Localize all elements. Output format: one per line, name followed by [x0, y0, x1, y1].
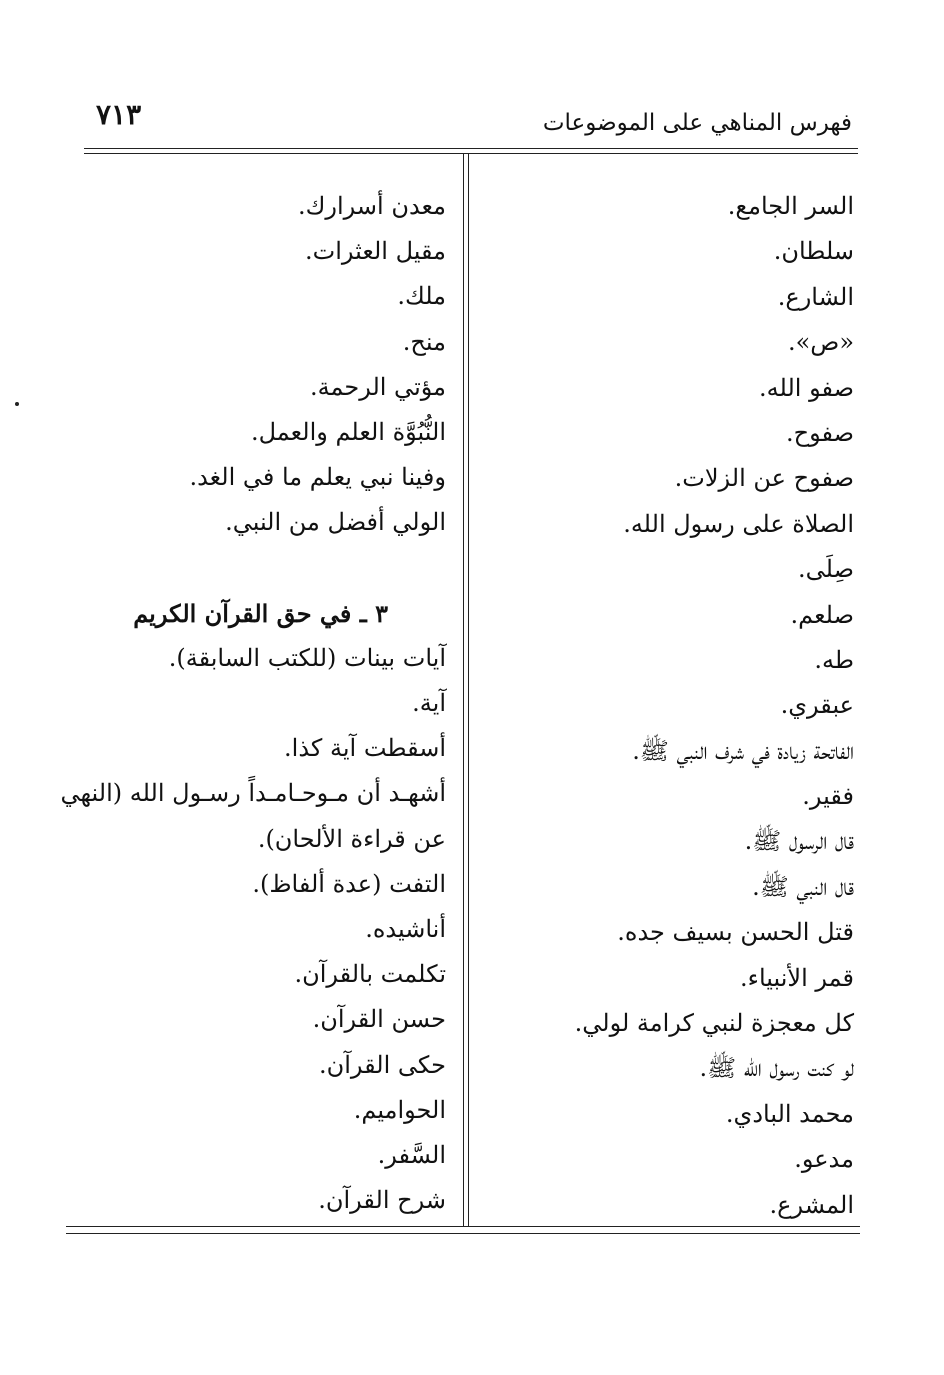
- index-entry: المشرع.: [769, 1190, 854, 1219]
- index-entry: شرح القرآن.: [318, 1186, 446, 1215]
- left-column: [60, 184, 446, 1223]
- index-entry: فقير.: [802, 782, 854, 811]
- index-entry: منح.: [402, 327, 446, 356]
- index-entry: صِلَى.: [798, 555, 854, 584]
- index-entry: التفت (عدة ألفاظ).: [252, 869, 446, 898]
- index-entry: قال الرسول ﷺ.: [744, 827, 854, 856]
- index-entry: مؤتي الرحمة.: [310, 372, 446, 401]
- footer-rule-bottom: [66, 1233, 860, 1234]
- index-entry: الفاتحة زيادة في شرف النبي ﷺ.: [632, 736, 854, 765]
- index-entry: سلطان.: [773, 237, 854, 266]
- column-divider-line: [463, 154, 464, 1226]
- index-entry: تكلمت بالقرآن.: [294, 960, 446, 989]
- header-rule-top: [84, 148, 858, 149]
- index-entry: السَّفر.: [377, 1140, 446, 1169]
- index-entry: مقيل العثرات.: [305, 237, 446, 266]
- index-entry: الشارع.: [777, 282, 854, 311]
- index-entry: آية.: [412, 689, 446, 718]
- index-entry: مدعو.: [794, 1145, 854, 1174]
- index-entry: حسن القرآن.: [312, 1005, 446, 1034]
- index-entry: قتل الحسن بسيف جده.: [617, 918, 854, 947]
- header-rule-bottom: [84, 153, 858, 154]
- index-entry: وفينا نبي يعلم ما في الغد.: [189, 463, 446, 492]
- index-entry: عبقري.: [780, 691, 854, 720]
- index-entry: صفو الله.: [759, 373, 854, 402]
- section-heading: ٣ ـ في حق القرآن الكريم: [133, 598, 388, 628]
- index-entry: الصلاة على رسول الله.: [623, 509, 854, 538]
- index-entry: ملك.: [397, 282, 446, 311]
- page-number: ٧١٣: [96, 98, 142, 131]
- index-entry-wrapped-first-line: أشهـد أن مـوحـامـداً رسـول الله (النهي: [60, 779, 446, 808]
- index-entry: كل معجزة لنبي كرامة لولي.: [574, 1009, 854, 1038]
- index-entry: أناشيده.: [365, 915, 446, 943]
- index-entry: «ص».: [787, 328, 854, 357]
- index-entry: الولي أفضل من النبي.: [225, 508, 446, 537]
- index-entry: السر الجامع.: [727, 192, 854, 220]
- index-entry: حكى القرآن.: [318, 1050, 446, 1079]
- index-entry: معدن أسرارك.: [298, 192, 446, 220]
- index-entry: طه.: [814, 645, 854, 674]
- running-header-title: فهرس المناهي على الموضوعات: [542, 110, 852, 136]
- column-divider-line-second: [468, 154, 469, 1226]
- index-entry: الحواميم.: [353, 1095, 446, 1124]
- stray-ink-dot: [15, 402, 19, 406]
- index-entry: صلعم.: [790, 600, 854, 629]
- index-entry: صفوح عن الزلات.: [674, 464, 854, 493]
- right-column: [514, 184, 854, 1228]
- index-entry: قال النبي ﷺ.: [752, 872, 854, 901]
- index-entry: آيات بينات (للكتب السابقة).: [168, 643, 446, 672]
- index-entry-wrapped-continuation: عن قراءة الألحان).: [257, 824, 446, 853]
- section-spacer: [66, 546, 446, 591]
- index-entry: لو كنت رسول الله ﷺ.: [699, 1054, 854, 1083]
- index-entry: النُّبُوَّة العلم والعمل.: [251, 417, 446, 446]
- index-entry: محمد البادي.: [725, 1099, 854, 1128]
- index-entry: أسقطت آية كذا.: [284, 734, 446, 763]
- index-entry: قمر الأنبياء.: [740, 963, 854, 992]
- index-entry: صفوح.: [785, 418, 854, 447]
